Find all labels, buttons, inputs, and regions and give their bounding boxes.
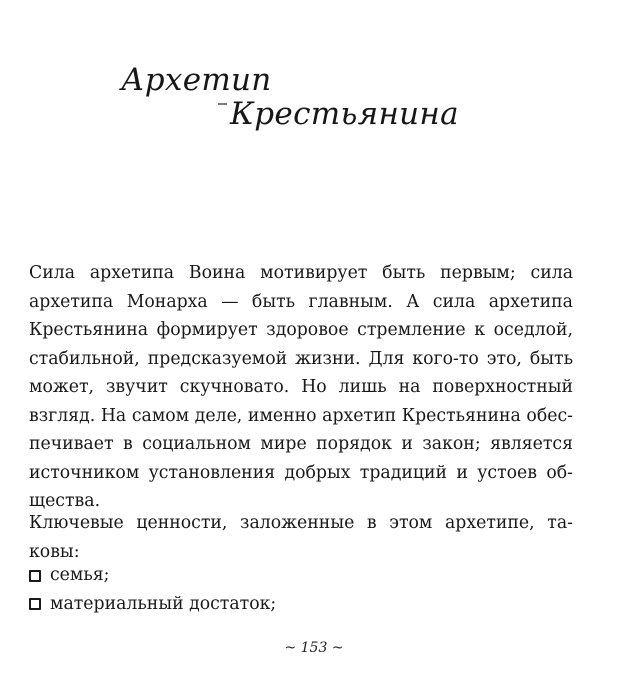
- checkbox-square-icon: [29, 570, 41, 582]
- paragraph-1-line: архетипа Монарха — быть главным. А сила архетипа: [29, 291, 573, 312]
- paragraph-1-line: стабильной, предсказуемой жизни. Для кого-то это, быть: [29, 348, 573, 369]
- title-dash-mark: [218, 103, 227, 105]
- paragraph-1-line: Крестьянина формирует здоровое стремление к оседлой,: [29, 320, 573, 340]
- paragraph-2-line: ковы:: [29, 541, 80, 562]
- paragraph-1-line: источником установления добрых традиций и устоев об-: [29, 462, 573, 483]
- list-item-text: семья;: [50, 565, 110, 585]
- paragraph-1-line: Сила архетипа Воина мотивирует быть первым; сила: [29, 263, 573, 283]
- page-number: ~ 153 ~: [284, 640, 344, 656]
- list-item: [29, 561, 573, 590]
- paragraph-1-line: может, звучит скучновато. Но лишь на поверхностный: [29, 377, 573, 397]
- chapter-title-line-1: Архетип: [121, 62, 272, 98]
- paragraph-1-line: взгляд. На самом деле, именно архетип Крестьянина обес-: [29, 405, 573, 426]
- list-item: [29, 590, 573, 619]
- paragraph-1-line: печивает в социальном мире порядок и закон; является: [29, 434, 573, 454]
- page-footer: [0, 640, 620, 656]
- paragraph-2-line: Ключевые ценности, заложенные в этом архетипе, та-: [29, 513, 573, 533]
- paragraph-1-line: щества.: [29, 491, 101, 511]
- chapter-title-line-2: Крестьянина: [230, 96, 459, 132]
- values-list: [29, 561, 573, 618]
- paragraph-2: [29, 509, 573, 566]
- paragraph-1: [29, 259, 573, 516]
- checkbox-square-icon: [29, 598, 41, 610]
- list-item-text: материальный достаток;: [50, 593, 277, 614]
